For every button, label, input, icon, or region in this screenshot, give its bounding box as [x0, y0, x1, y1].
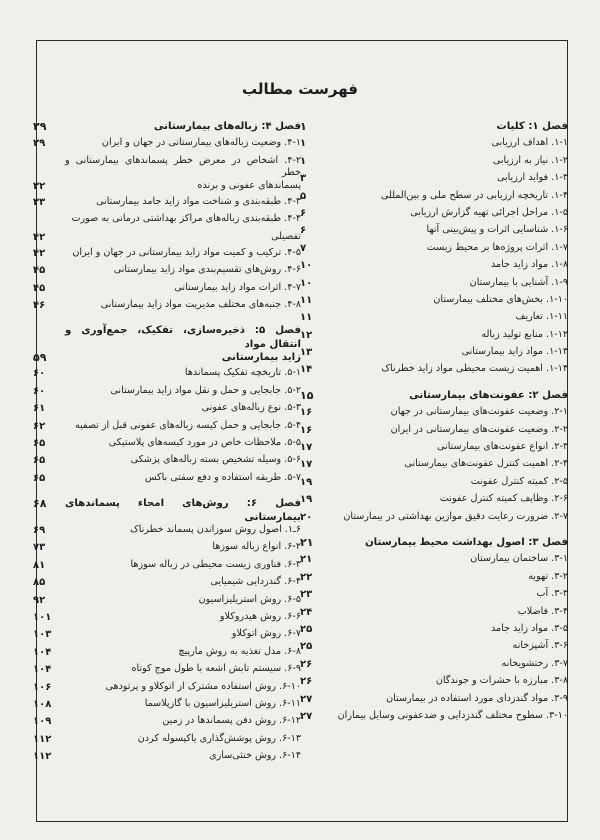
toc-entry: [33, 282, 301, 299]
entry-title: ۵-۳. نوع زباله‌های عفونی: [201, 402, 301, 414]
entry-title: ۱-۱۱. تعاریف: [515, 311, 568, 323]
entry-title: ۵-۲. جابجایی و حمل و نقل مواد زاید بیمارستانی: [110, 384, 301, 396]
page-number: ۲۹: [33, 138, 46, 150]
chapter-heading: [33, 351, 301, 367]
page-number: ۲۴: [300, 606, 313, 618]
toc-right-column: [300, 120, 568, 727]
toc-entry: [300, 224, 568, 241]
toc-entry: [33, 231, 301, 247]
entry-title: ۵-۵. ملاحظات خاص در مورد کیسه‌های پلاستیکی: [108, 436, 301, 448]
page-number: ۶۵: [33, 437, 46, 449]
entry-title: ۶-۴. گندزدایی شیمیایی: [210, 576, 301, 588]
section-gap: [300, 381, 568, 389]
page-number: ۱۰۸: [33, 698, 52, 710]
page-number: ۶۵: [33, 455, 46, 467]
entry-title: ۲-۲. وضعیت عفونت‌های بیمارستانی در ایران: [390, 423, 568, 435]
toc-entry: [33, 733, 301, 750]
page-number: ۸۵: [33, 577, 46, 589]
page-number: ۲۰: [300, 511, 313, 523]
section-gap: [300, 528, 568, 536]
page-number: ۱۷: [300, 459, 313, 471]
toc-entry: [33, 715, 301, 732]
toc-entry: [33, 367, 301, 384]
toc-entry: [300, 640, 568, 657]
toc-entry: [33, 402, 301, 419]
toc-entry: [33, 698, 301, 715]
page-number: ۱۱: [300, 312, 313, 324]
page-number: ۴۵: [33, 265, 46, 277]
entry-title: فصل ۲: عفونت‌های بیمارستانی: [409, 389, 568, 401]
page-number: ۳۳: [33, 197, 46, 209]
page-number: ۱۰۳: [33, 629, 52, 641]
page-number: ۱۱۲: [33, 733, 52, 745]
toc-entry: [300, 511, 568, 528]
page-number: ۶۵: [33, 472, 46, 484]
entry-title: ۶-۷. روش اتوکلاو: [231, 628, 301, 640]
section-gap: [33, 489, 301, 497]
page-number: ۳۲: [33, 181, 46, 193]
toc-entry: [33, 524, 301, 541]
toc-entry: [300, 710, 568, 727]
page-number: ۲۹: [33, 120, 47, 133]
page-number: ۶۰: [33, 368, 46, 380]
toc-entry: [33, 681, 301, 698]
page-number: ۱۰: [300, 277, 313, 289]
entry-title: ۴-۴. طبقه‌بندی زباله‌های مراکز بهداشتی درمانی به صورت: [71, 213, 301, 225]
section-gap: [33, 316, 301, 324]
toc-entry: [33, 385, 301, 402]
chapter-heading: [300, 120, 568, 137]
toc-entry: [300, 606, 568, 623]
page-number: ۶: [300, 225, 307, 237]
page-number: ۸۱: [33, 559, 46, 571]
toc-entry: [300, 675, 568, 692]
page-number: ۲۳: [300, 589, 313, 601]
toc-entry: [300, 207, 568, 224]
page-number: ۶۱: [33, 403, 46, 415]
page-number: ۱۷: [300, 442, 313, 454]
page-number: ۶۸: [33, 497, 47, 511]
entry-title: زاید بیمارستانی: [221, 352, 301, 364]
page-number: ۴۵: [33, 282, 46, 294]
page-number: ۱۰۶: [33, 681, 52, 693]
page-number: ۱۹: [300, 494, 313, 506]
page-number: ۳: [300, 173, 307, 185]
toc-entry: [33, 576, 301, 593]
entry-title: ۶ـ۱. اصول روش سوزاندن پسماند خطرناک: [130, 523, 301, 535]
toc-entry: [33, 196, 301, 213]
entry-title: فصل ۵: ذخیره‌سازی، تفکیک، جمع‌آوری و انتقال مواد: [65, 325, 301, 350]
entry-title: ۱-۱۳. مواد زاید بیمارستانی: [461, 346, 568, 358]
entry-title: ۶-۹. سیستم تابش اشعه با طول موج کوتاه: [131, 663, 301, 675]
page-number: ۱۳: [300, 347, 313, 359]
page-number: ۱۰: [300, 260, 313, 272]
page-title: فهرست مطالب: [242, 80, 358, 98]
toc-entry: [300, 346, 568, 363]
page-number: ۱: [300, 155, 307, 167]
entry-title: ۱-۱۰. بخش‌های مختلف بیمارستان: [433, 293, 568, 305]
entry-title: فصل ۴: زباله‌های بیمارستانی: [153, 121, 301, 132]
entry-title: ۵-۴. جابجایی و حمل کیسه زباله‌های عفونی قبل از تصفیه: [74, 419, 301, 431]
entry-title: فصل ۳: اصول بهداشت محیط بیمارستان: [364, 536, 568, 548]
entry-title: ۵-۷. طریقه استفاده و دفع سفتی باکس: [144, 471, 301, 483]
entry-title: ۵-۶. وسیله تشخیص بسته زباله‌های پزشکی: [130, 454, 301, 466]
entry-title: ۳-۴. فاضلاب: [517, 605, 568, 617]
entry-title: ۱-۸. مواد زاید جامد: [490, 259, 568, 271]
toc-entry: [300, 458, 568, 475]
toc-entry: [300, 242, 568, 259]
toc-entry: [300, 493, 568, 510]
entry-title: ۴-۲. اشخاص در معرض خطر پسماندهای بیمارستانی و خطر: [65, 154, 301, 179]
entry-title: ۳-۱۰. سطوح مختلف گندزدایی و ضدعفونی وسایل بیماران: [337, 709, 568, 721]
entry-title: ۳-۱. ساختمان بیمارستان: [470, 553, 568, 565]
entry-title: ۶-۱۰. روش استفاده مشترک از اتوکلاو و پرتودهی: [105, 680, 301, 692]
toc-entry: [33, 750, 301, 767]
entry-title: ۳-۶. آشپزخانه: [512, 640, 568, 652]
entry-title: ۶-۱۱. روش استریلیزاسیون با گازپلاسما: [144, 697, 301, 709]
toc-entry: [33, 420, 301, 437]
entry-title: ۶-۳. فناوری زیست محیطی در زباله سوزها: [130, 558, 301, 570]
entry-title: ۶-۵. روش استریلیزاسیون: [198, 593, 301, 605]
chapter-heading: [300, 536, 568, 553]
toc-entry: [300, 329, 568, 346]
toc-left-column: [33, 120, 301, 767]
toc-entry: [33, 299, 301, 316]
toc-entry: [33, 541, 301, 558]
page-number: ۶۹: [33, 524, 46, 536]
page-number: ۱۶: [300, 407, 313, 419]
page-number: ۱۰۴: [33, 646, 52, 658]
entry-title: ۶-۱۴. روش خنثی‌سازی: [209, 750, 301, 762]
toc-entry: [300, 311, 568, 328]
toc-entry: [33, 663, 301, 680]
toc-entry: [300, 623, 568, 640]
page-number: ۱۰۱: [33, 611, 52, 623]
entry-title: ۴-۶. روش‌های تقسیم‌بندی مواد زاید بیمارستانی: [113, 264, 301, 276]
toc-entry: [300, 476, 568, 493]
toc-entry: [33, 437, 301, 454]
toc-entry: [33, 646, 301, 663]
entry-title: ۲-۵. کمیته کنترل عفونت: [470, 475, 568, 487]
page-number: ۲۲: [300, 571, 313, 583]
entry-title: ۳-۸. مبارزه با حشرات و جوندگان: [435, 675, 568, 687]
entry-title: ۶-۶. روش هیدروکلاو: [219, 610, 301, 622]
page-number: ۲۵: [300, 623, 313, 635]
toc-entry: [300, 294, 568, 311]
toc-entry: [33, 454, 301, 471]
entry-title: ۱-۴. تاریخچه ارزیابی در سطح ملی و بین‌المللی: [380, 189, 568, 201]
entry-title: ۳-۳. آب: [536, 588, 568, 600]
entry-title: ۴-۷. اثرات مواد زاید بیمارستانی: [174, 281, 301, 293]
entry-title: ۶-۱۲. روش دفن پسماندها در زمین: [162, 715, 301, 727]
page-number: ۲۷: [300, 693, 313, 705]
page-number: ۱: [300, 138, 307, 150]
entry-title: ۱-۵. مراحل اجرائی تهیه گزارش ارزیابی: [410, 206, 568, 218]
toc-entry: [300, 693, 568, 710]
entry-title: فصل ۱: کلیات: [496, 121, 568, 132]
entry-title: ۳-۹. مواد گندزدای مورد استفاده در بیمارستان: [386, 692, 568, 704]
entry-title: ۲-۱. وضعیت عفونت‌های بیمارستانی در جهان: [390, 406, 568, 418]
toc-entry: [300, 424, 568, 441]
page-number: ۱۱: [300, 294, 313, 306]
page-number: ۹۲: [33, 594, 46, 606]
entry-title: ۴-۸. جنبه‌های مختلف مدیریت مواد زاید بیمارستانی: [100, 299, 301, 311]
page-number: ۴۲: [33, 247, 46, 259]
toc-entry: [33, 594, 301, 611]
entry-title: ۱-۱۴. اهمیت زیست محیطی مواد زاید خطرناک: [381, 363, 568, 375]
page-number: ۶۲: [33, 420, 46, 432]
entry-title: ۱-۹. آشنایی با بیمارستان: [469, 276, 568, 288]
page-number: ۲۵: [300, 641, 313, 653]
toc-entry: [33, 472, 301, 489]
entry-title: ۱-۷. اثرات پروژه‌ها بر محیط زیست: [426, 241, 568, 253]
chapter-heading: [300, 389, 568, 406]
page-number: ۲۶: [300, 658, 313, 670]
entry-title: ۴-۵. ترکیب و کمیت مواد زاید بیمارستانی در جهان و ایران: [72, 246, 301, 258]
entry-title: ۲-۶. وظایف کمیته کنترل عفونت: [439, 493, 568, 505]
page-number: ۱۲: [300, 329, 313, 341]
entry-title: ۲-۷. ضرورت رعایت دقیق موازین بهداشتی در بیمارستان: [343, 510, 568, 522]
toc-entry: [300, 658, 568, 675]
entry-title: ۳-۲. تهویه: [528, 570, 568, 582]
page-number: ۲۱: [300, 535, 314, 549]
page-number: ۱۱۲: [33, 751, 52, 763]
toc-entry: [33, 247, 301, 264]
chapter-heading: [33, 497, 301, 524]
page-number: ۵۹: [33, 351, 47, 365]
toc-entry: [33, 628, 301, 645]
toc-entry: [33, 180, 301, 196]
toc-entry: [300, 137, 568, 154]
toc-entry: [300, 155, 568, 172]
entry-title: ۱-۱۲. منابع تولید زباله: [481, 328, 568, 340]
page-number: ۱۰۴: [33, 664, 52, 676]
chapter-heading: [33, 120, 301, 137]
entry-title: ۶-۱۳. روش پوشش‌گذاری یاکپسوله کردن: [137, 732, 301, 744]
page-number: ۶۰: [33, 385, 46, 397]
page-number: ۵: [300, 190, 307, 202]
entry-title: ۱-۶. شناسایی اثرات و پیش‌بینی آنها: [426, 224, 568, 236]
entry-title: پسماندهای عفونی و برنده: [197, 180, 301, 192]
entry-title: ۴-۳. طبقه‌بندی و شناخت مواد زاید جامد بیمارستانی: [96, 196, 301, 208]
toc-entry: [300, 172, 568, 189]
toc-entry: [300, 553, 568, 570]
page-number: ۱: [300, 120, 307, 133]
toc-entry: [300, 571, 568, 588]
toc-entry: [33, 264, 301, 281]
entry-title: ۶-۲. انواع زباله سوزها: [212, 541, 301, 553]
entry-title: ۳-۵. مواد زاید جامد: [490, 622, 568, 634]
toc-entry: [33, 611, 301, 628]
toc-entry: [300, 588, 568, 605]
page-number: ۷: [300, 242, 307, 254]
page-number: ۶: [300, 207, 307, 219]
toc-entry: [300, 406, 568, 423]
entry-title: ۲-۳. انواع عفونت‌های بیمارستانی: [437, 441, 568, 453]
toc-entry: [300, 259, 568, 276]
page-number: ۱۴: [300, 364, 313, 376]
page-number: ۱۶: [300, 424, 313, 436]
chapter-heading: [33, 324, 301, 351]
toc-entry: [300, 441, 568, 458]
entry-title: ۶-۸. مدل تغذیه به روش مارپیچ: [178, 645, 301, 657]
page-number: ۷۳: [33, 542, 46, 554]
toc-entry: [300, 277, 568, 294]
entry-title: ۵-۱. تاریخچه تفکیک پسماندها: [184, 367, 301, 379]
page-number: ۱۰۹: [33, 716, 52, 728]
page-number: ۲۱: [300, 554, 313, 566]
toc-entry: [300, 190, 568, 207]
entry-title: ۴-۱. وضعیت زباله‌های بیمارستانی در جهان و ایران: [101, 137, 301, 149]
entry-title: تفصیلی: [271, 230, 301, 242]
page-number: ۲۶: [300, 676, 313, 688]
page-number: ۱۹: [300, 476, 313, 488]
toc-entry: [300, 363, 568, 380]
toc-entry: [33, 213, 301, 230]
entry-title: ۳-۷. رختشویخانه: [501, 657, 568, 669]
page-number: ۴۲: [33, 231, 46, 243]
toc-entry: [33, 137, 301, 154]
page-number: ۲۷: [300, 710, 313, 722]
entry-title: فصل ۶: روش‌های امحاء پسماندهای بیمارستانی: [65, 498, 301, 523]
entry-title: ۱-۱. اهداف ارزیابی: [491, 137, 568, 149]
toc-entry: [33, 559, 301, 576]
page-number: ۴۶: [33, 300, 46, 312]
entry-title: ۱-۲. نیاز به ارزیابی: [492, 154, 568, 166]
entry-title: ۲-۴. اهمیت کنترل عفونت‌های بیمارستانی: [404, 458, 568, 470]
entry-title: ۱-۳. فواید ارزیابی: [496, 172, 568, 184]
toc-entry: [33, 155, 301, 180]
page-number: ۱۵: [300, 388, 314, 402]
